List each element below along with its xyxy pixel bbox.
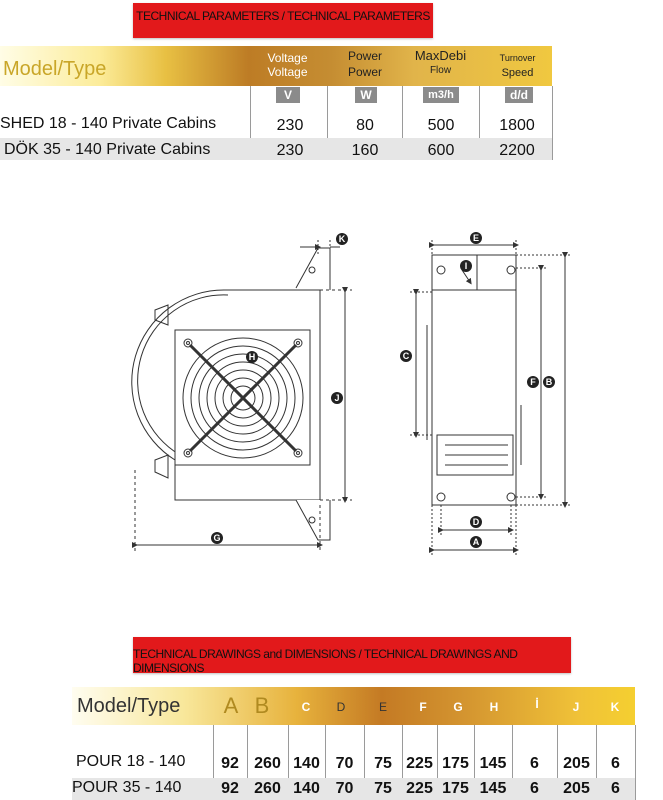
dims-row-2-i: 6 [530, 780, 539, 797]
svg-text:J: J [334, 393, 340, 403]
dims-row-2-h: 145 [479, 780, 507, 797]
header-h: H [489, 700, 499, 714]
dims-row-1-e: 75 [374, 755, 392, 772]
unit-volt: V [276, 87, 300, 103]
params-row-2-power: 160 [351, 142, 379, 159]
dims-row-2-a: 92 [221, 780, 239, 797]
dims-row-2-e: 75 [374, 780, 392, 797]
dims-row-2-model: POUR 35 - 140 [72, 779, 182, 796]
svg-text:B: B [545, 377, 553, 387]
dim-label-j [331, 392, 343, 404]
params-row-1-model: SHED 18 - 140 Private Cabins [0, 115, 217, 132]
unit-speed: d/d [505, 87, 533, 103]
dim-label-d [470, 516, 482, 528]
bottom-mount-bracket [296, 500, 330, 540]
svg-text:C: C [402, 351, 410, 361]
dims-row-2-k: 6 [611, 780, 620, 797]
svg-text:K: K [338, 234, 346, 244]
header-j: J [572, 700, 580, 714]
header-d: D [336, 700, 346, 714]
svg-text:D: D [472, 517, 480, 527]
svg-text:E: E [472, 233, 480, 243]
svg-text:A: A [472, 537, 480, 547]
params-row-1-flow: 500 [427, 117, 455, 134]
header-f: F [419, 700, 427, 714]
params-row-2-model: DÖK 35 - 140 Private Cabins [4, 141, 211, 158]
dims-row-2-f: 225 [406, 780, 433, 797]
dims-row-2-j: 205 [563, 780, 590, 797]
params-row-2-flow: 600 [427, 142, 455, 159]
dim-label-f [527, 376, 539, 388]
dims-row-1-c: 140 [293, 755, 320, 772]
params-row-1-power: 80 [356, 117, 374, 134]
unit-watt: W [355, 87, 377, 103]
header-b: B [254, 693, 270, 718]
dims-row-1-h: 145 [479, 755, 507, 772]
dims-row-1-f: 225 [406, 755, 433, 772]
header-e: E [378, 700, 387, 714]
dim-label-k [336, 233, 348, 245]
dims-row-1-model: POUR 18 - 140 [76, 753, 186, 770]
unit-flow: m3/h [423, 87, 459, 103]
header-flow: MaxDebi Flow [414, 48, 467, 76]
dims-row-1-d: 70 [335, 755, 354, 772]
svg-text:H: H [248, 352, 256, 362]
header-a: A [223, 693, 239, 718]
header-g: G [453, 700, 463, 714]
side-view-body [432, 255, 516, 505]
params-row-1-speed: 1800 [499, 117, 535, 134]
header-speed: Turnover Speed [499, 53, 536, 79]
dims-row-1-k: 6 [611, 755, 620, 772]
params-model-label: Model/Type [3, 58, 107, 80]
dims-row-2-b: 260 [254, 780, 281, 797]
top-mount-bracket [296, 248, 330, 290]
dims-row-1-j: 205 [563, 755, 590, 772]
params-row-2-voltage: 230 [276, 142, 304, 159]
dims-row-1-b: 260 [254, 755, 281, 772]
dims-row-2-c: 140 [293, 780, 320, 797]
header-k: K [610, 700, 620, 714]
dim-label-g [211, 532, 223, 544]
header-c: C [301, 700, 311, 714]
dim-label-a [470, 536, 482, 548]
banner-title: TECHNICAL DRAWINGS and DIMENSIONS / TECHNICAL DRAWINGS AND DIMENSIONS [133, 647, 518, 675]
dims-row-1-i: 6 [530, 755, 539, 772]
dims-row-2-d: 70 [335, 780, 354, 797]
dims-row-2-g: 175 [442, 780, 469, 797]
header-voltage: Voltage Voltage [267, 51, 308, 79]
dims-model-label: Model/Type [77, 695, 181, 717]
dim-label-i [460, 260, 472, 272]
header-i: İ [535, 697, 539, 711]
dim-label-b [543, 376, 555, 388]
banner-title: TECHNICAL PARAMETERS / TECHNICAL PARAMETERS [136, 9, 430, 23]
dims-row-1-g: 175 [442, 755, 469, 772]
dims-row-1-a: 92 [221, 755, 239, 772]
svg-text:I: I [464, 261, 468, 271]
dim-label-c [400, 350, 412, 362]
technical-drawings-banner [133, 637, 571, 673]
params-row-1-voltage: 230 [276, 117, 304, 134]
svg-text:G: G [213, 533, 221, 543]
params-row-2-speed: 2200 [499, 142, 535, 159]
dim-label-e [470, 232, 482, 244]
svg-text:F: F [530, 377, 536, 387]
col-divider [635, 725, 636, 800]
dim-label-h [246, 351, 258, 363]
header-power: Power Power [347, 49, 382, 79]
